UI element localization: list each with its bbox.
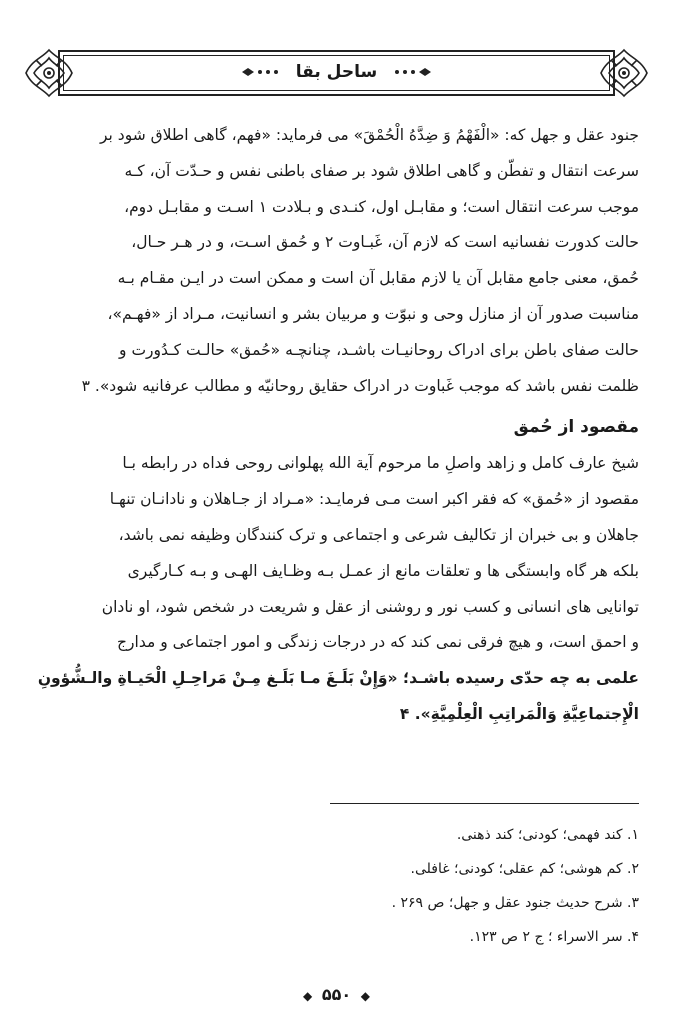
text-line: شیخ عارف کامل و زاهد واصلِ ما مرحوم آیة الله پهلوانی روحی فداه در رابطه بـا bbox=[122, 454, 639, 473]
page-number-row bbox=[0, 985, 673, 1004]
diamond-ornament-icon: ◆ bbox=[360, 988, 370, 1003]
main-text bbox=[36, 118, 639, 733]
text-line: ظلمت نفس باشد که موجب غَباوت در ادراک حقایق روحانیّه و مطالب عرفانیه شود». ۳ bbox=[81, 376, 639, 395]
text-line: سرعت انتقال و تفطّن و گاهی اطلاق شود بر صفای باطنی نفس و حـدّت آن، کـه bbox=[124, 161, 639, 180]
footnote-item: ۱. کند فهمی؛ کودنی؛ کند ذهنی. bbox=[456, 827, 639, 843]
text-line: و احمق است، و هیچ فرقی نمی کند که در درجات زندگی و امور اجتماعی و مدارج bbox=[117, 633, 639, 652]
text-line: جنود عقل و جهل که: «الْفَهْمُ وَ ضِدَّهُ الْحُمْقَ» می فرماید: «فهم، گاهی اطلاق شود بر bbox=[100, 126, 639, 144]
footnote-item: ۳. شرح حدیث جنود عقل و جهل؛ ص ۲۶۹ . bbox=[391, 895, 639, 911]
text-line: موجب سرعت انتقال است؛ و مقابـل اول، کنـدی و بـلادت ۱ اسـت و مقابـل دوم، bbox=[124, 197, 639, 216]
footnote-item: ۲. کم هوشی؛ کم عقلی؛ کودنی؛ غافلی. bbox=[410, 861, 639, 877]
text-line: حُمق، معنی جامع مقابل آن یا لازم مقابل آن است و ممکن است در ایـن مقـام بـه bbox=[117, 269, 639, 288]
text-line: توانایی های انسانی و کسب نور و روشنی از عقل و شریعت در شخص شود، او نادان bbox=[101, 597, 639, 616]
text-line: بلکه هر گاه وابستگی ها و تعلقات مانع از عمـل بـه وظـایف الهـی و بـه کـارگیری bbox=[127, 561, 639, 580]
footnotes bbox=[36, 818, 639, 954]
footnote-item: ۴. سر الاسراء ؛ ج ۲ ص ۱۲۳. bbox=[469, 929, 639, 945]
footnote-divider bbox=[330, 803, 639, 804]
paragraph-1 bbox=[36, 118, 639, 404]
section-heading: مقصود از حُمق bbox=[513, 417, 639, 438]
text-line: مناسبت صدور آن از منازل وحی و نبوّت و مربیان بشر و انسانیت، مـراد از «فهـم»، bbox=[107, 304, 639, 323]
text-line: حالت کدورت نفسانیه است که لازم آن، غَبـاوت ۲ و حُمق اسـت، و در هـر حـال، bbox=[131, 233, 639, 252]
page-number: ۵۵۰ bbox=[321, 985, 352, 1004]
text-line: الْإِجتماعِيَّةِ وَالْمَراتِبِ الْعِلْمِيَّةِ». ۴ bbox=[399, 704, 639, 723]
paragraph-2 bbox=[36, 446, 639, 732]
text-line: جاهلان و بی خبران از تکالیف شرعی و اجتماعی و ترک کنندگان وظیفه نمی باشد، bbox=[118, 525, 639, 544]
title-ornament-icon bbox=[393, 67, 433, 77]
title-ornament-icon bbox=[240, 67, 280, 77]
page-header bbox=[22, 40, 651, 106]
running-head-title: ساحل بقا bbox=[295, 62, 378, 82]
text-line: حالت صفای باطن برای ادراک روحانیـات باشـد، چنانچـه «حُمق» حالـت کـدُورت و bbox=[119, 340, 639, 359]
text-line: مقصود از «حُمق» که فقر اکبر است مـی فرمایـد: «مـراد از جـاهلان و نادانـان تنهـا bbox=[109, 490, 639, 509]
text-line: علمی به چه حدّی رسیده باشـد؛ «وَإِنْ بَلَـغَ مـا بَلَـغ مِـنْ مَراحِـلِ الْحَيـاةِ والـشُّؤونِ bbox=[37, 669, 639, 688]
header-title-row bbox=[22, 56, 651, 88]
diamond-ornament-icon: ◆ bbox=[303, 988, 313, 1003]
